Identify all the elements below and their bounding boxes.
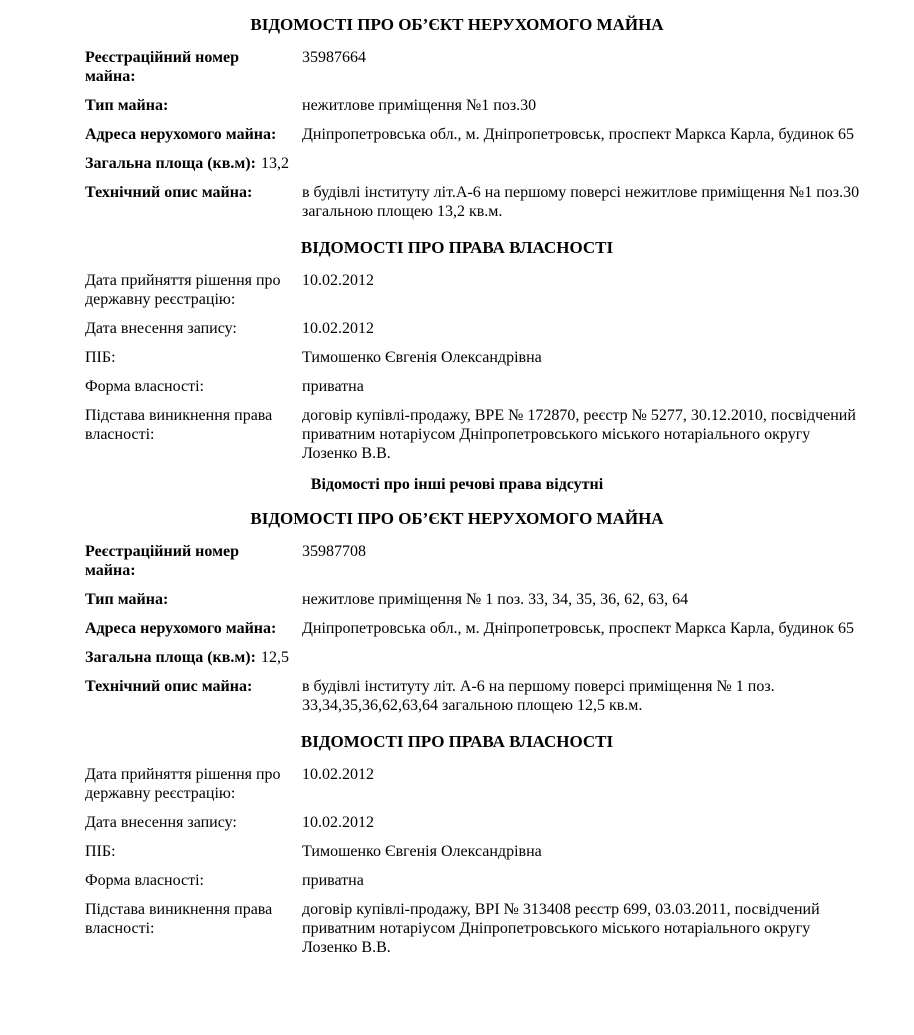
field-row-reg-number <box>0 48 914 86</box>
field-row-ownership-form <box>0 377 914 396</box>
reg-number-label: Реєстраційний номер майна: <box>85 543 239 579</box>
record-date-value: 10.02.2012 <box>302 320 374 337</box>
reg-number-label: Реєстраційний номер майна: <box>85 49 239 85</box>
other-rights-absent-note: Відомості про інші речові права відсутні <box>310 476 604 493</box>
total-area-value: 13,2 <box>260 155 289 172</box>
field-row-record-date <box>0 319 914 338</box>
ownership-form-label: Форма власності: <box>85 378 204 395</box>
field-row-total-area <box>0 154 914 173</box>
field-row-ownership-basis <box>0 900 914 957</box>
total-area-value: 12,5 <box>260 649 289 666</box>
ownership-form-value: приватна <box>302 378 364 395</box>
address-value: Дніпропетровська обл., м. Дніпропетровськ, проспект Маркса Карла, будинок 65 <box>302 620 855 637</box>
field-row-owner-name <box>0 842 914 861</box>
tech-description-value: в будівлі інституту літ. А-6 на першому поверсі приміщення № 1 поз. 33,34,35,36,62,63,64 загальною площею 12,5 кв.м. <box>302 678 775 714</box>
field-row-property-type <box>0 590 914 609</box>
object-info-title: ВІДОМОСТІ ПРО ОБ’ЄКТ НЕРУХОМОГО МАЙНА <box>250 509 664 528</box>
field-row-address <box>0 125 914 144</box>
field-row-tech-description <box>0 677 914 715</box>
ownership-form-label: Форма власності: <box>85 872 204 889</box>
property-object-section-2 <box>0 508 914 957</box>
tech-description-value: в будівлі інституту літ.А-6 на першому поверсі нежитлове приміщення №1 поз.30 загальною площею 13,2 кв.м. <box>302 184 860 220</box>
object-info-title: ВІДОМОСТІ ПРО ОБ’ЄКТ НЕРУХОМОГО МАЙНА <box>250 15 664 34</box>
decision-date-value: 10.02.2012 <box>302 272 374 289</box>
tech-description-label: Технічний опис майна: <box>85 678 253 695</box>
ownership-rights-title: ВІДОМОСТІ ПРО ПРАВА ВЛАСНОСТІ <box>300 732 614 751</box>
tech-description-label: Технічний опис майна: <box>85 184 253 201</box>
field-row-property-type <box>0 96 914 115</box>
property-type-value: нежитлове приміщення №1 поз.30 <box>302 97 537 114</box>
reg-number-value: 35987664 <box>302 49 366 66</box>
field-row-record-date <box>0 813 914 832</box>
field-row-ownership-form <box>0 871 914 890</box>
total-area-label: Загальна площа (кв.м): <box>85 155 256 172</box>
record-date-label: Дата внесення запису: <box>85 814 237 831</box>
ownership-basis-label: Підстава виникнення права власності: <box>85 901 273 937</box>
field-row-tech-description <box>0 183 914 221</box>
property-type-value: нежитлове приміщення № 1 поз. 33, 34, 35, 36, 62, 63, 64 <box>302 591 689 608</box>
owner-name-label: ПІБ: <box>85 843 116 860</box>
field-row-decision-date <box>0 271 914 309</box>
total-area-label: Загальна площа (кв.м): <box>85 649 256 666</box>
decision-date-label: Дата прийняття рішення про державну реєстрацію: <box>85 272 281 308</box>
ownership-basis-label: Підстава виникнення права власності: <box>85 407 273 443</box>
address-label: Адреса нерухомого майна: <box>85 620 277 637</box>
field-row-ownership-basis <box>0 406 914 463</box>
address-value: Дніпропетровська обл., м. Дніпропетровськ, проспект Маркса Карла, будинок 65 <box>302 126 855 143</box>
property-type-label: Тип майна: <box>85 591 169 608</box>
ownership-rights-title: ВІДОМОСТІ ПРО ПРАВА ВЛАСНОСТІ <box>300 238 614 257</box>
property-object-section-1 <box>0 14 914 494</box>
property-type-label: Тип майна: <box>85 97 169 114</box>
owner-name-label: ПІБ: <box>85 349 116 366</box>
decision-date-value: 10.02.2012 <box>302 766 374 783</box>
field-row-total-area <box>0 648 914 667</box>
reg-number-value: 35987708 <box>302 543 366 560</box>
owner-name-value: Тимошенко Євгенія Олександрівна <box>302 349 542 366</box>
field-row-decision-date <box>0 765 914 803</box>
record-date-value: 10.02.2012 <box>302 814 374 831</box>
ownership-basis-value: договір купівлі-продажу, ВРЕ № 172870, реєстр № 5277, 30.12.2010, посвідчений приватним нотаріусом Дніпропетровського міського нотаріального округу Лозенко В.В. <box>302 407 856 462</box>
field-row-owner-name <box>0 348 914 367</box>
ownership-form-value: приватна <box>302 872 364 889</box>
owner-name-value: Тимошенко Євгенія Олександрівна <box>302 843 542 860</box>
field-row-address <box>0 619 914 638</box>
record-date-label: Дата внесення запису: <box>85 320 237 337</box>
ownership-basis-value: договір купівлі-продажу, ВРІ № 313408 реєстр 699, 03.03.2011, посвідчений приватним нотаріусом Дніпропетровського міського нотаріального округу Лозенко В.В. <box>302 901 820 956</box>
field-row-reg-number <box>0 542 914 580</box>
address-label: Адреса нерухомого майна: <box>85 126 277 143</box>
decision-date-label: Дата прийняття рішення про державну реєстрацію: <box>85 766 281 802</box>
